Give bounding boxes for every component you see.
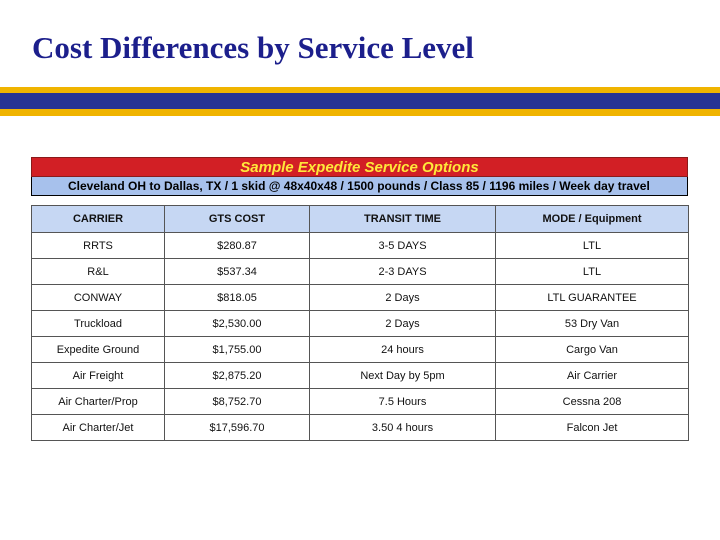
table-header-row: [32, 206, 689, 233]
column-header: TRANSIT TIME: [310, 206, 496, 233]
cost-cell: $2,875.20: [165, 363, 310, 389]
bottom-yellow-stripe: [0, 109, 720, 116]
transit-time-cell: 3-5 DAYS: [310, 233, 496, 259]
column-header: CARRIER: [32, 206, 165, 233]
route-description: Cleveland OH to Dallas, TX / 1 skid @ 48x40x48 / 1500 pounds / Class 85 / 1196 miles / Week day travel: [31, 177, 688, 196]
carrier-cell: CONWAY: [32, 285, 165, 311]
service-options-table-image: [31, 157, 688, 441]
transit-time-cell: 2-3 DAYS: [310, 259, 496, 285]
carrier-cell: Expedite Ground: [32, 337, 165, 363]
transit-time-cell: 2 Days: [310, 311, 496, 337]
mode-cell: LTL GUARANTEE: [496, 285, 689, 311]
carrier-cell: Air Charter/Prop: [32, 389, 165, 415]
mode-cell: Falcon Jet: [496, 415, 689, 441]
cost-cell: $537.34: [165, 259, 310, 285]
mode-cell: 53 Dry Van: [496, 311, 689, 337]
mode-cell: Cessna 208: [496, 389, 689, 415]
mode-cell: LTL: [496, 259, 689, 285]
carrier-cell: R&L: [32, 259, 165, 285]
mode-cell: LTL: [496, 233, 689, 259]
column-header: MODE / Equipment: [496, 206, 689, 233]
carrier-cell: Air Charter/Jet: [32, 415, 165, 441]
transit-time-cell: Next Day by 5pm: [310, 363, 496, 389]
cost-cell: $280.87: [165, 233, 310, 259]
cost-cell: $818.05: [165, 285, 310, 311]
cost-cell: $17,596.70: [165, 415, 310, 441]
table-row: [32, 389, 689, 415]
table-row: [32, 285, 689, 311]
transit-time-cell: 24 hours: [310, 337, 496, 363]
table-row: [32, 233, 689, 259]
table-row: [32, 259, 689, 285]
table-row: [32, 415, 689, 441]
table-title: Sample Expedite Service Options: [31, 157, 688, 177]
carrier-cell: Air Freight: [32, 363, 165, 389]
mode-cell: Cargo Van: [496, 337, 689, 363]
blue-stripe: [0, 93, 720, 109]
cost-cell: $2,530.00: [165, 311, 310, 337]
transit-time-cell: 7.5 Hours: [310, 389, 496, 415]
cost-cell: $1,755.00: [165, 337, 310, 363]
table-row: [32, 363, 689, 389]
table-row: [32, 311, 689, 337]
transit-time-cell: 2 Days: [310, 285, 496, 311]
mode-cell: Air Carrier: [496, 363, 689, 389]
service-options-table: [31, 205, 689, 441]
column-header: GTS COST: [165, 206, 310, 233]
transit-time-cell: 3.50 4 hours: [310, 415, 496, 441]
table-row: [32, 337, 689, 363]
carrier-cell: RRTS: [32, 233, 165, 259]
carrier-cell: Truckload: [32, 311, 165, 337]
cost-cell: $8,752.70: [165, 389, 310, 415]
slide-title: Cost Differences by Service Level: [32, 30, 474, 65]
